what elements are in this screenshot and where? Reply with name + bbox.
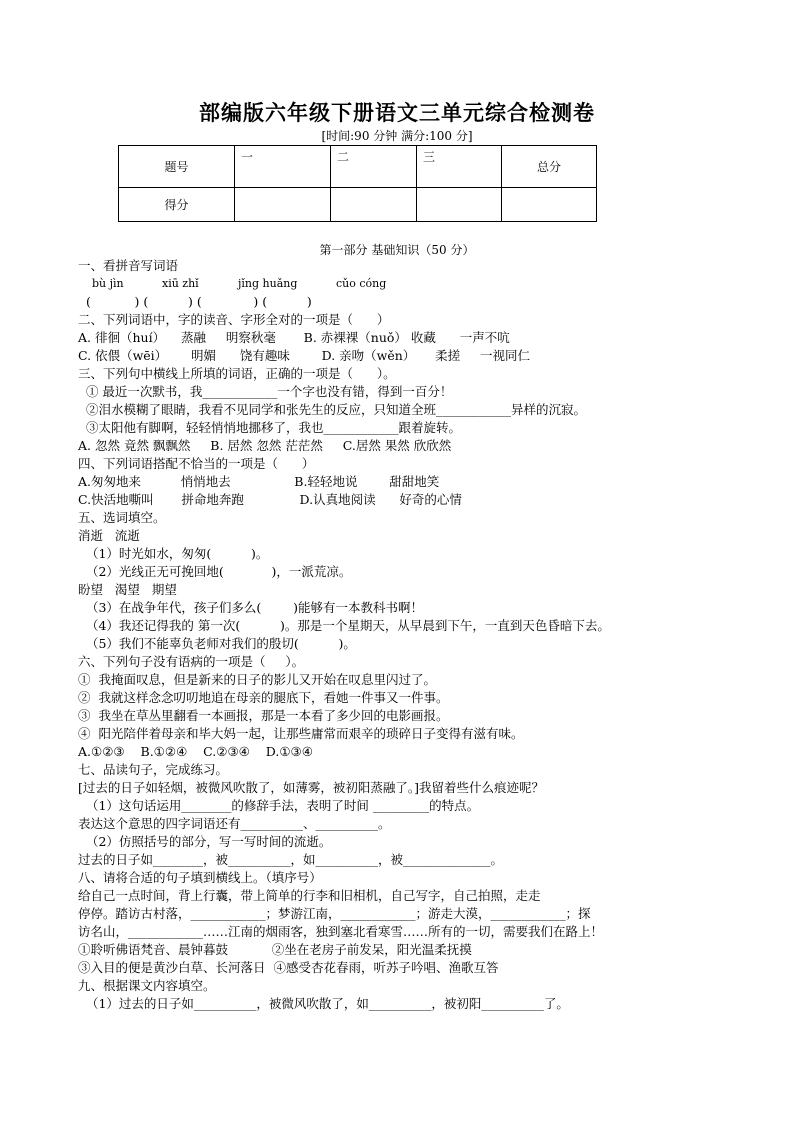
question-line: A.①②③ B.①②④ C.②③④ D.①③④ [78,744,313,759]
score-header-section-1: 一 [235,146,331,188]
question-line: 访名山，____________……江南的烟雨客，独到塞北看寒雪……所有的一切，需要我们在路上！ [78,924,604,939]
question-line: ① 我掩面叹息，但是新来的日子的影儿又开始在叹息里闪过了。 [78,672,436,687]
score-header-section-2: 二 [331,146,417,188]
question-line: ① 最近一次默书，我____________一个字也没有错，得到一百分！ [78,384,453,399]
question-body [78,257,718,1013]
score-header-section-3: 三 [417,146,502,188]
question-line: ②泪水模糊了眼睛，我看不见同学和张先生的反应，只知道全班____________异样的沉寂。 [78,402,586,417]
question-line: 停停。踏访古村落，____________；梦游江南，____________；游走大漠，____________；探 [78,906,591,921]
question-line: ④ 阳光陪伴着母亲和毕大妈一起，让那些庸常而艰辛的琐碎日子变得有滋有味。 [78,726,524,741]
question-line: （5）我们不能辜负老师对我们的殷切( )。 [78,636,356,651]
question-line: （4）我还记得我的 第一次( )。那是一个星期天，从早晨到下午，一直到天色昏暗下去。 [78,618,610,633]
question-line: （1）时光如水，匆匆( )。 [78,546,269,561]
question-line: 过去的日子如________，被__________，如__________，被______________。 [78,852,504,867]
question-line: 消逝 流逝 [78,528,140,543]
pinyin-row [78,275,718,293]
score-row-label: 得分 [119,188,235,222]
exam-subtitle: [时间:90 分钟 满分:100 分] [321,129,473,143]
question-line: 四、下列词语搭配不恰当的一项是（ ） [78,456,315,471]
question-line: ①聆听佛语梵音、晨钟暮鼓 ②坐在老房子前发呆，阳光温柔抚摸 [78,942,472,957]
pinyin-item: cǔo cóng [336,277,387,290]
page-title: 部编版六年级下册语文三单元综合检测卷 [199,100,595,125]
question-line: 给自己一点时间，背上行囊，带上简单的行李和旧相机，自己写字，自己拍照，走走 [78,888,541,903]
question-line: 五、选词填空。 [78,510,166,525]
question-line: 九、根据课文内容填空。 [78,978,216,993]
score-cell-3[interactable] [417,188,502,222]
question-line: 表达这个意思的四字词语还有__________、__________。 [78,816,391,831]
question-line: ③入目的便是黄沙白草、长河落日 ④感受杏花春雨，听苏子吟唱、渔歌互答 [78,960,499,975]
score-cell-2[interactable] [331,188,417,222]
question-line: 二、下列词语中，字的读音、字形全对的一项是（ ） [78,312,390,327]
question-line: [过去的日子如轻烟，被微风吹散了，如薄雾，被初阳蒸融了。]我留着些什么痕迹呢？ [78,780,545,795]
question-line: 三、下列句中横线上所填的词语，正确的一项是（ ）。 [78,366,396,381]
question-line: ③太阳他有脚啊，轻轻悄悄地挪移了，我也____________跟着旋转。 [78,420,461,435]
question-line: ③ 我坐在草丛里翻看一本画报，那是一本看了多少回的电影画报。 [78,708,449,723]
question-line: 六、下列句子没有语病的一项是（ ）。 [78,654,305,669]
question-line: （3）在战争年代，孩子们多么( )能够有一本教科书啊！ [78,600,423,615]
pinyin-item: xiū zhǐ [162,277,199,290]
score-header-total: 总分 [502,146,597,188]
score-header-label: 题号 [119,146,235,188]
question-line: （2）仿照括号的部分，写一写时间的流逝。 [78,834,332,849]
question-line: ( ) ( ) ( ) ( ) [78,294,312,309]
question-line: 盼望 渴望 期望 [78,582,177,597]
question-line: A. 忽然 竟然 飘飘然 B. 居然 忽然 茫茫然 C.居然 果然 欣欣然 [78,438,452,453]
question-line: A. 徘徊（huí） 蒸融 明察秋毫 B. 赤裸裸（nuǒ） 收藏 一声不吭 [78,330,510,345]
question-line: 七、品读句子，完成练习。 [78,762,229,777]
pinyin-item: bù jìn [92,277,124,290]
score-table [118,145,597,222]
question-line: 八、请将合适的句子填到横线上。（填序号） [78,870,322,885]
question-line: A.匆匆地来 悄悄地去 B.轻轻地说 甜甜地笑 [78,474,440,489]
question-line: C. 依偎（wēi） 明媚 饶有趣味 D. 亲吻（wěn） 柔搓 一视同仁 [78,348,531,363]
part-title: 第一部分 基础知识（50 分） [319,243,475,257]
question-line: ② 我就这样念念叨叨地追在母亲的腿底下，看她一件事又一件事。 [78,690,449,705]
pinyin-item: jǐng huǎng [238,277,298,290]
score-cell-total[interactable] [502,188,597,222]
question-line: C.快活地嘶叫 拼命地奔跑 D.认真地阅读 好奇的心情 [78,492,462,507]
question-line: （2）光线正无可挽回地( )，一派荒凉。 [78,564,352,579]
question-line: （1）过去的日子如__________，被微风吹散了，如__________，被初阳__________了。 [78,996,569,1011]
question-line: 一、看拼音写词语 [78,258,179,273]
score-cell-1[interactable] [235,188,331,222]
question-line: （1）这句话运用________的修辞手法，表明了时间 _________的特点。 [78,798,480,813]
